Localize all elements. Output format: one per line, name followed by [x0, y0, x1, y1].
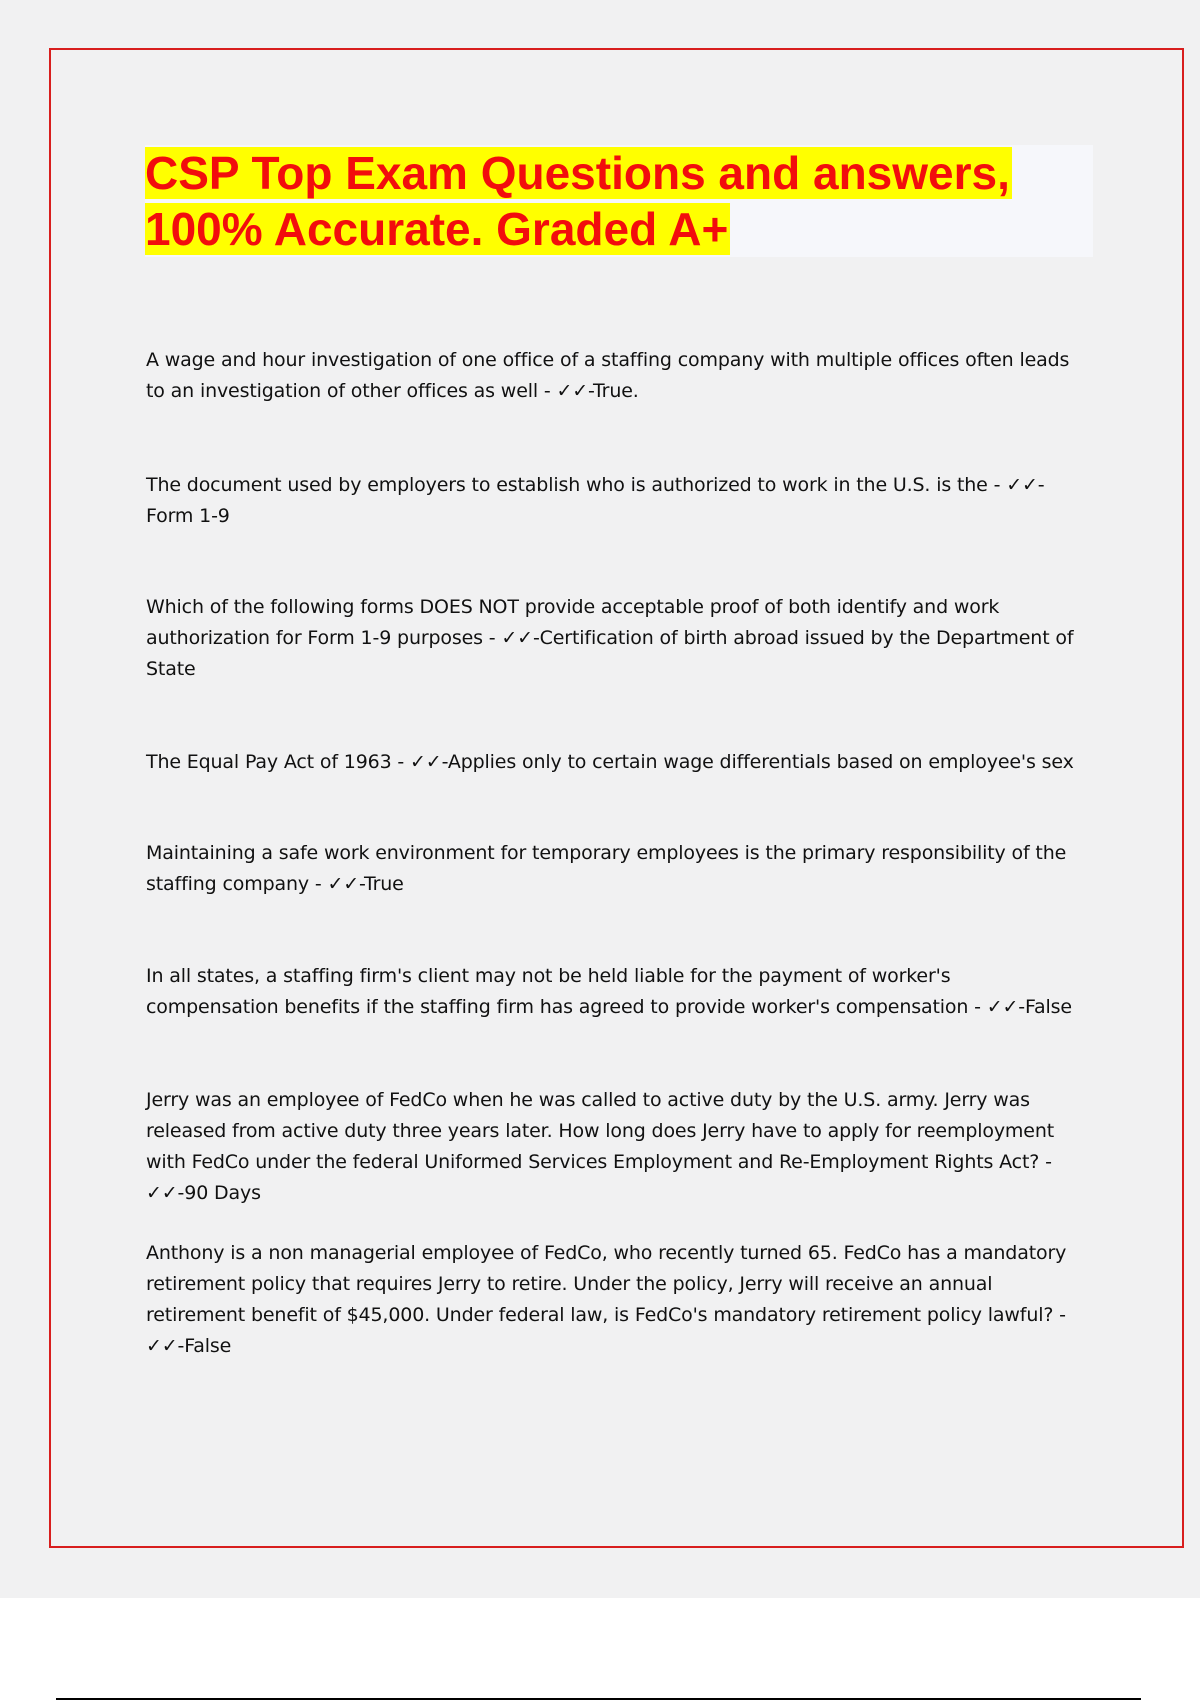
title-block — [145, 145, 1093, 257]
title-line-2: 100% Accurate. Graded A+ — [145, 203, 729, 255]
question-text: In all states, a staffing firm's client may not be held liable for the payment of worker's compensation benefits if the staffing firm has agreed to provide worker's compensation — [146, 965, 969, 1018]
answer-text: False — [184, 1335, 232, 1357]
answer-check-icon: - ✓✓- — [146, 1304, 1066, 1357]
question-text: Which of the following forms DOES NOT provide acceptable proof of both identify and work authorization for Form 1-9 purposes — [146, 596, 1000, 649]
question-text: Anthony is a non managerial employee of FedCo, who recently turned 65. FedCo has a mandatory retirement policy that requires Jerry to retire. Under the policy, Jerry will receive an annual retirement benefit of $45,000. Under federal law, is FedCo's mandatory retirement policy lawful? — [146, 1242, 1067, 1326]
question-text: Jerry was an employee of FedCo when he was called to active duty by the U.S. army. Jerry was released from active duty three years later. How long does Jerry have to apply for reemployment with FedCo under the federal Uniformed Services Employment and Re-Employment Rights Act? — [146, 1089, 1055, 1173]
qa-item-4 — [146, 747, 1086, 778]
document-title — [145, 145, 1093, 257]
answer-check-icon: - ✓✓- — [308, 873, 364, 895]
answer-text: True — [363, 873, 404, 895]
answer-text: False — [1025, 996, 1072, 1018]
answer-check-icon: - ✓✓- — [391, 751, 448, 773]
qa-item-2 — [146, 470, 1086, 532]
qa-item-7 — [146, 1085, 1086, 1209]
answer-text: Applies only to certain wage differentials based on employee's sex — [447, 751, 1074, 773]
qa-item-5 — [146, 838, 1086, 900]
question-text: Maintaining a safe work environment for temporary employees is the primary responsibility of the staffing company — [146, 842, 1067, 895]
answer-check-icon: - ✓✓- — [538, 380, 593, 402]
answer-text: 90 Days — [184, 1182, 261, 1204]
question-text: The document used by employers to establish who is authorized to work in the U.S. is the — [146, 474, 988, 496]
qa-item-1 — [146, 345, 1086, 407]
answer-check-icon: - ✓✓- — [146, 1151, 1052, 1204]
title-line-1: CSP Top Exam Questions and answers, — [145, 147, 1010, 199]
answer-text: True. — [593, 380, 639, 402]
answer-check-icon: - ✓✓- — [987, 474, 1045, 496]
qa-item-6 — [146, 961, 1086, 1023]
question-text: The Equal Pay Act of 1963 — [146, 751, 392, 773]
answer-text: Certification of birth abroad issued by the Department of State — [146, 627, 1074, 680]
answer-check-icon: - ✓✓- — [482, 627, 540, 649]
qa-item-3 — [146, 592, 1086, 685]
answer-check-icon: - ✓✓- — [968, 996, 1026, 1018]
answer-text: Form 1-9 — [146, 505, 230, 527]
qa-item-8 — [146, 1238, 1086, 1362]
question-text: A wage and hour investigation of one office of a staffing company with multiple offices often leads to an investigation of other offices as well — [146, 349, 1070, 402]
